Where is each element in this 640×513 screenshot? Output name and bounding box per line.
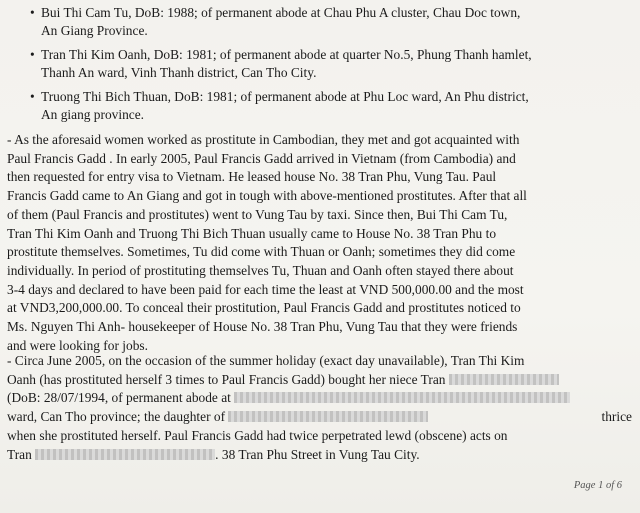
bullet-line: Tran Thi Kim Oanh, DoB: 1981; of permanent abode at quarter No.5, Phung Thanh hamlet,	[41, 47, 532, 62]
paragraph-line	[7, 371, 632, 390]
text-segment	[7, 408, 428, 427]
paragraph-line: individually. In period of prostituting themselves Tu, Thuan and Oanh often stayed there about	[7, 262, 514, 278]
redacted-victim-name	[35, 449, 215, 460]
paragraph-line: Tran Thi Kim Oanh and Truong Thi Bich Thuan usually came to House No. 38 Tran Phu to	[7, 225, 497, 241]
redacted-address	[234, 392, 570, 403]
paragraph-line: and were looking for jobs.	[7, 337, 148, 353]
paragraph-line	[7, 389, 632, 408]
paragraph-line	[7, 408, 632, 427]
paragraph-line: - Circa June 2005, on the occasion of the summer holiday (exact day unavailable), Tran Thi Kim	[7, 353, 525, 368]
paragraph-line: - As the aforesaid women worked as prostitute in Cambodian, they met and got acquainted with	[7, 132, 520, 147]
page-number: Page 1 of 6	[573, 480, 622, 491]
bullet-item-tran-thi-kim-oanh	[30, 46, 628, 82]
bullet-line: Thanh An ward, Vinh Thanh district, Can Tho City.	[41, 65, 317, 80]
text-segment: Oanh (has prostituted herself 3 times to Paul Francis Gadd) bought her niece Tran	[7, 371, 446, 387]
redacted-parent-name	[228, 411, 428, 422]
paragraph-line: Ms. Nguyen Thi Anh- housekeeper of House No. 38 Tran Phu, Vung Tau that they were friends	[7, 319, 518, 335]
bullet-item-truong-thi-bich-thuan	[30, 88, 628, 124]
paragraph-line: prostitute themselves. Sometimes, Tu did come with Thuan or Oanh; sometimes they did come	[7, 244, 516, 260]
text-segment: Tran	[7, 446, 32, 462]
text-segment: (DoB: 28/07/1994, of permanent abode at	[7, 390, 231, 406]
paragraph-line: at VND3,200,000.00. To conceal their prostitution, Paul Francis Gadd and prostitutes noticed to	[7, 300, 521, 316]
text-segment: thrice	[601, 409, 632, 425]
paragraph-line: 3-4 days and declared to have been paid for each time the least at VND 500,000.00 and the most	[7, 281, 524, 297]
paragraph-line: of them (Paul Francis and prostitutes) went to Vung Tau by taxi. Since then, Bui Thi Cam Tu,	[7, 206, 508, 222]
redacted-name	[449, 374, 559, 385]
bullet-dot-icon: •	[30, 47, 35, 62]
paragraph-circa-june-2005	[7, 352, 632, 464]
paragraph-line: then requested for entry visa to Vietnam. He leased house No. 38 Tran Phu, Vung Tau. Paul	[7, 169, 497, 185]
bullet-item-bui-thi-cam-tu	[30, 4, 628, 40]
paragraph-line: Paul Francis Gadd . In early 2005, Paul Francis Gadd arrived in Vietnam (from Cambodia) and	[7, 150, 516, 166]
paragraph-acquaintance	[7, 131, 632, 355]
bullet-line: Bui Thi Cam Tu, DoB: 1988; of permanent abode at Chau Phu A cluster, Chau Doc town,	[41, 5, 521, 20]
text-segment: . 38 Tran Phu Street in Vung Tau City.	[215, 446, 420, 462]
bullet-line: Truong Thi Bich Thuan, DoB: 1981; of permanent abode at Phu Loc ward, An Phu district,	[41, 89, 529, 104]
paragraph-line	[7, 446, 632, 465]
paragraph-line: Francis Gadd came to An Giang and got in tough with above-mentioned prostitutes. After that all	[7, 188, 527, 204]
bullet-line: An Giang Province.	[41, 23, 148, 38]
bullet-dot-icon: •	[30, 89, 35, 104]
bullet-dot-icon: •	[30, 5, 35, 20]
bullet-line: An giang province.	[41, 107, 145, 122]
paragraph-line: when she prostituted herself. Paul Francis Gadd had twice perpetrated lewd (obscene) acts on	[7, 427, 508, 443]
text-segment: ward, Can Tho province; the daughter of	[7, 409, 226, 425]
